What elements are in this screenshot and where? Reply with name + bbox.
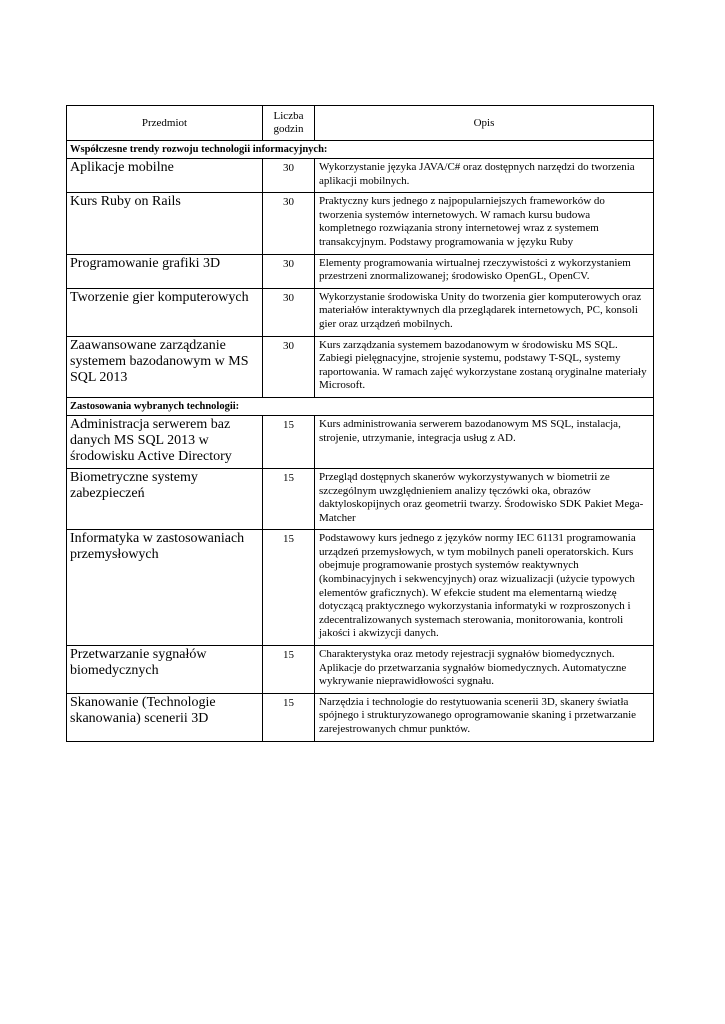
course-name: Biometryczne systemy zabezpieczeń — [67, 468, 263, 529]
course-name: Tworzenie gier komputerowych — [67, 288, 263, 336]
table-header-row — [67, 106, 654, 141]
course-description: Charakterystyka oraz metody rejestracji sygnałów biomedycznych. Aplikacje do przetwarzania sygnałów biomedycznych. Automatyczne wykrywanie nieprawidłowości sygnału. — [315, 646, 654, 694]
course-description: Narzędzia i technologie do restytuowania scenerii 3D, skanery światła spójnego i strukturyzowanego oprogramowanie skaning i przetwarzanie zarejestrowanych chmur punktów. — [315, 693, 654, 741]
table-row — [67, 530, 654, 646]
course-hours: 30 — [263, 336, 315, 397]
course-hours: 15 — [263, 415, 315, 468]
course-name: Aplikacje mobilne — [67, 159, 263, 193]
course-name: Skanowanie (Technologie skanowania) scenerii 3D — [67, 693, 263, 741]
table-row — [67, 468, 654, 529]
course-hours: 30 — [263, 193, 315, 254]
course-hours: 15 — [263, 530, 315, 646]
course-name: Przetwarzanie sygnałów biomedycznych — [67, 646, 263, 694]
course-hours: 30 — [263, 288, 315, 336]
course-hours: 15 — [263, 468, 315, 529]
section-row — [67, 141, 654, 159]
course-description: Przegląd dostępnych skanerów wykorzystywanych w biometrii ze szczególnym uwzględnieniem analizy tęczówki oka, obrazów daktyloskopijnych oraz geometrii twarzy. Środowisko SDK Pakiet Mega-Matcher — [315, 468, 654, 529]
course-hours: 30 — [263, 159, 315, 193]
course-name: Informatyka w zastosowaniach przemysłowych — [67, 530, 263, 646]
course-hours: 15 — [263, 693, 315, 741]
table-row — [67, 336, 654, 397]
header-description: Opis — [315, 106, 654, 141]
course-name: Administracja serwerem baz danych MS SQL 2013 w środowisku Active Directory — [67, 415, 263, 468]
course-description: Kurs administrowania serwerem bazodanowym MS SQL, instalacja, strojenie, utrzymanie, integracja usług z AD. — [315, 415, 654, 468]
course-description: Elementy programowania wirtualnej rzeczywistości z wykorzystaniem przestrzeni znormalizowanej; środowisko OpenGL, OpenCV. — [315, 254, 654, 288]
table-row — [67, 415, 654, 468]
section-title: Współczesne trendy rozwoju technologii informacyjnych: — [67, 141, 654, 159]
course-name: Programowanie grafiki 3D — [67, 254, 263, 288]
section-row — [67, 397, 654, 415]
table-row — [67, 159, 654, 193]
course-description: Podstawowy kurs jednego z języków normy IEC 61131 programowania urządzeń przemysłowych, w tym mobilnych paneli operatorskich. Kurs obejmuje programowanie prostych systemów reaktywnych (kombinacyjnych i sekwencyjnych) oraz wizualizacji (użycie typowych elementów graficznych). W efekcie student ma elementarną wiedzę dotyczącą praktycznego wykorzystania informatyki w rozproszonych i zdecentralizowanych systemach sterowania, monitorowania, kontroli jakości i akwizycji danych. — [315, 530, 654, 646]
header-subject: Przedmiot — [67, 106, 263, 141]
table-row — [67, 193, 654, 254]
course-description: Wykorzystanie środowiska Unity do tworzenia gier komputerowych oraz materiałów interaktywnych dla przeglądarek internetowych, PC, konsoli gier oraz urządzeń mobilnych. — [315, 288, 654, 336]
course-hours: 15 — [263, 646, 315, 694]
course-table — [66, 105, 654, 742]
course-hours: 30 — [263, 254, 315, 288]
table-row — [67, 646, 654, 694]
course-description: Wykorzystanie języka JAVA/C# oraz dostępnych narzędzi do tworzenia aplikacji mobilnych. — [315, 159, 654, 193]
section-title: Zastosowania wybranych technologii: — [67, 397, 654, 415]
table-row — [67, 288, 654, 336]
table-row — [67, 254, 654, 288]
course-name: Zaawansowane zarządzanie systemem bazodanowym w MS SQL 2013 — [67, 336, 263, 397]
course-description: Kurs zarządzania systemem bazodanowym w środowisku MS SQL. Zabiegi pielęgnacyjne, strojenie systemu, podstawy T-SQL, systemy raportowania. W ramach zajęć wykorzystane zostaną oryginalne materiały Microsoft. — [315, 336, 654, 397]
course-description: Praktyczny kurs jednego z najpopularniejszych frameworków do tworzenia systemów internetowych. W ramach kursu budowa kompletnego rozwiązania strony internetowej wraz z systemem transakcyjnym. Podstawy programowania w języku Ruby — [315, 193, 654, 254]
course-name: Kurs Ruby on Rails — [67, 193, 263, 254]
header-hours: Liczba godzin — [263, 106, 315, 141]
table-row — [67, 693, 654, 741]
